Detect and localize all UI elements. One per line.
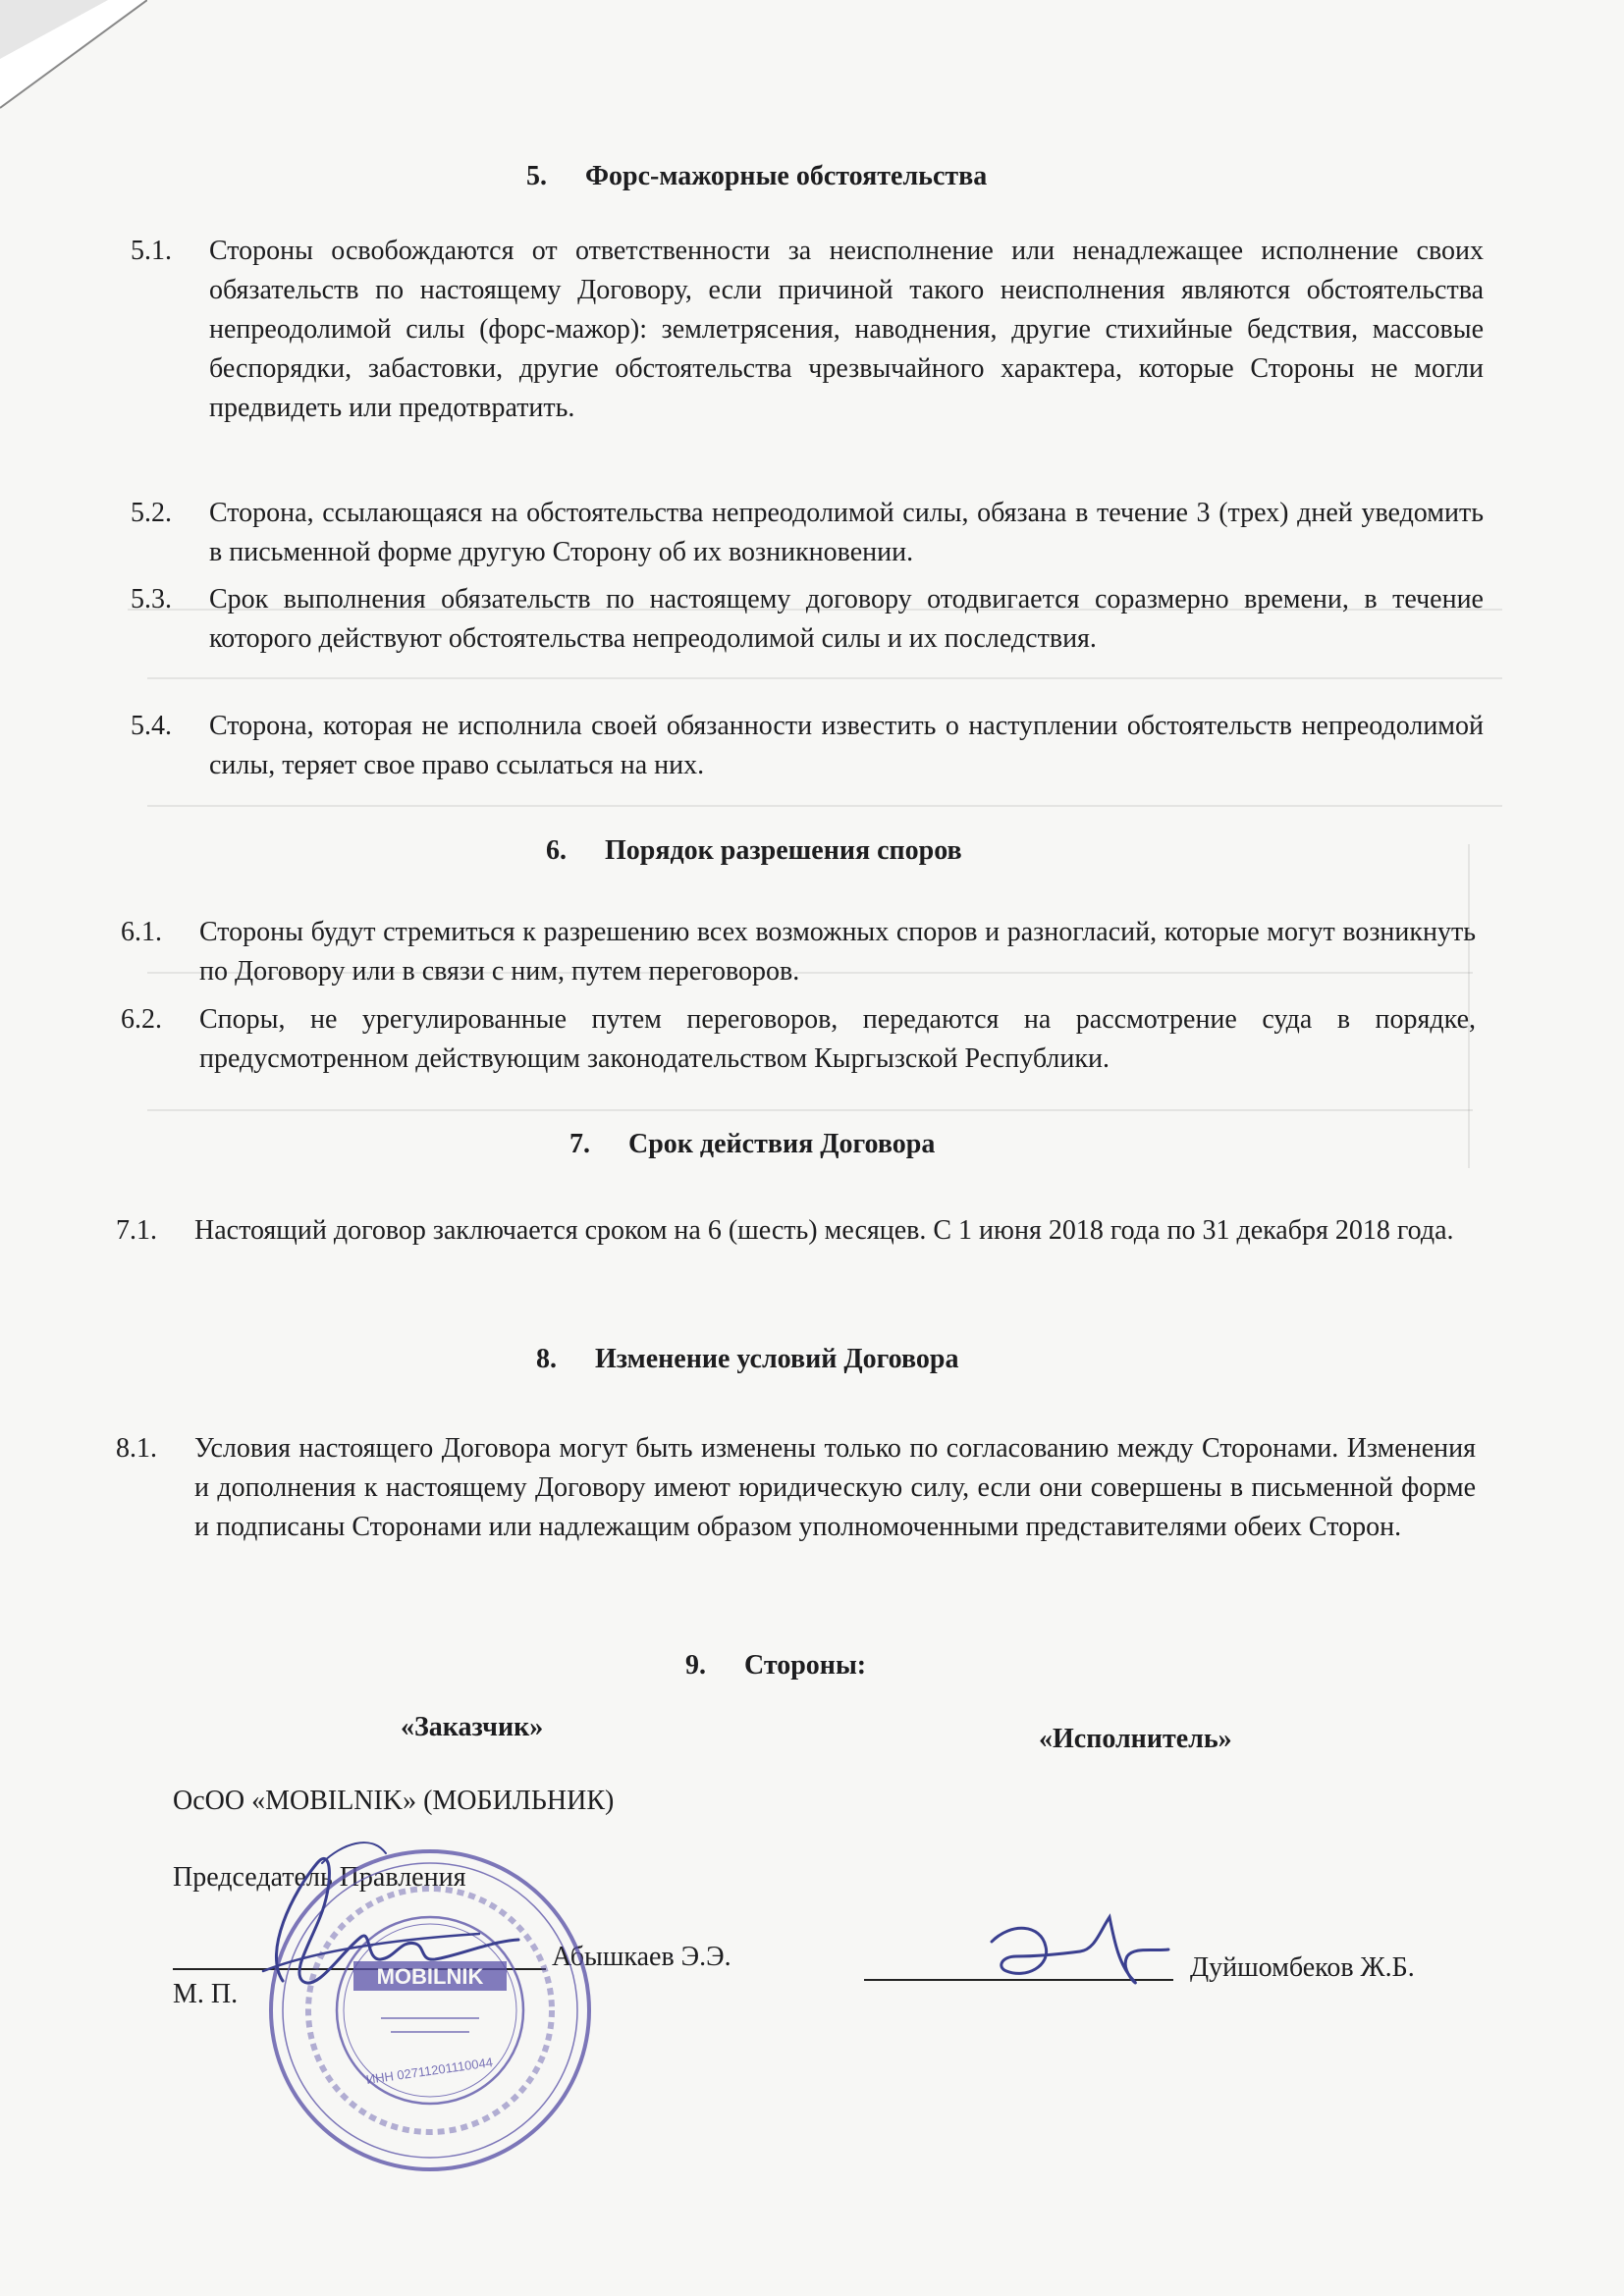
customer-signature bbox=[224, 1824, 548, 2010]
clause-text: Сторона, ссылающаяся на обстоятельства непреодолимой силы, обязана в течение 3 (трех) дней уведомить в письменной форме другую Сторону об их возникновении. bbox=[209, 498, 1484, 567]
section-6-heading bbox=[546, 834, 962, 868]
section-title: Срок действия Договора bbox=[628, 1129, 936, 1159]
clause-number: 5.2. bbox=[131, 498, 172, 528]
clause-5-4 bbox=[131, 707, 1484, 785]
section-number: 6. bbox=[546, 835, 567, 866]
section-7-heading bbox=[569, 1128, 935, 1161]
svg-text:MOBILNIK: MOBILNIK bbox=[376, 1964, 484, 1989]
clause-5-2 bbox=[131, 494, 1484, 572]
contractor-signature bbox=[972, 1902, 1178, 2001]
clause-number: 6.1. bbox=[121, 917, 162, 947]
section-number: 9. bbox=[685, 1650, 706, 1681]
contractor-signatory: Дуйшомбеков Ж.Б. bbox=[1190, 1952, 1415, 1983]
section-title: Изменение условий Договора bbox=[595, 1344, 959, 1374]
clause-6-2 bbox=[121, 1000, 1476, 1079]
scan-corner-fold bbox=[0, 0, 147, 128]
clause-text: Сторона, которая не исполнила своей обязанности известить о наступлении обстоятельств непреодолимой силы, теряет свое право ссылаться на них. bbox=[209, 711, 1484, 780]
svg-text:ИНН 02711201110044: ИНН 02711201110044 bbox=[364, 2055, 494, 2088]
clause-number: 7.1. bbox=[116, 1215, 157, 1246]
section-title: Форс-мажорные обстоятельства bbox=[585, 161, 988, 191]
section-5-heading bbox=[526, 160, 987, 193]
clause-number: 5.1. bbox=[131, 236, 172, 266]
clause-7-1 bbox=[116, 1211, 1476, 1251]
clause-text: Стороны будут стремиться к разрешению всех возможных споров и разногласий, которые могут возникнуть по Договору или в связи с ним, путем переговоров. bbox=[199, 917, 1476, 987]
seal-place-mark: М. П. bbox=[173, 1979, 239, 2009]
customer-signatory: Абышкаев Э.Э. bbox=[552, 1942, 731, 1972]
contractor-label: «Исполнитель» bbox=[1039, 1724, 1232, 1754]
customer-organization: ОсОО «MOBILNIK» (МОБИЛЬНИК) bbox=[173, 1786, 615, 1816]
section-number: 7. bbox=[569, 1129, 590, 1159]
customer-position: Председатель Правления bbox=[173, 1862, 466, 1893]
clause-number: 6.2. bbox=[121, 1004, 162, 1035]
section-number: 5. bbox=[526, 161, 547, 191]
clause-6-1 bbox=[121, 913, 1476, 991]
clause-text: Настоящий договор заключается сроком на 6 (шесть) месяцев. С 1 июня 2018 года по 31 декабря 2018 года. bbox=[194, 1215, 1454, 1246]
bleed-through-line bbox=[147, 1109, 1473, 1111]
clause-text: Условия настоящего Договора могут быть изменены только по согласованию между Сторонами. Изменения и дополнения к настоящему Договору имеют юридическую силу, если они совершены в письменной форме и подписаны Сторонами или надлежащим образом уполномоченными представителями обеих Сторон. bbox=[194, 1433, 1476, 1542]
clause-number: 5.3. bbox=[131, 584, 172, 614]
section-number: 8. bbox=[536, 1344, 557, 1374]
clause-text: Срок выполнения обязательств по настоящему договору отодвигается соразмерно времени, в течение которого действуют обстоятельства непреодолимой силы и их последствия. bbox=[209, 584, 1484, 654]
section-9-heading bbox=[685, 1649, 866, 1682]
clause-text: Стороны освобождаются от ответственности за неисполнение или ненадлежащее исполнение своих обязательств по настоящему Договору, если причиной такого неисполнения являются обстоятельства непреодолимой силы (форс-мажор): землетрясения, наводнения, другие стихийные бедствия, массовые беспорядки, забастовки, другие обстоятельства чрезвычайного характера, которые Стороны не могли предвидеть или предотвратить. bbox=[209, 236, 1484, 423]
clause-8-1 bbox=[116, 1429, 1476, 1547]
clause-5-1 bbox=[131, 232, 1484, 428]
customer-label: «Заказчик» bbox=[401, 1712, 544, 1742]
clause-number: 8.1. bbox=[116, 1433, 157, 1464]
clause-number: 5.4. bbox=[131, 711, 172, 741]
section-title: Порядок разрешения споров bbox=[605, 835, 962, 866]
bleed-through-line bbox=[147, 805, 1502, 807]
section-8-heading bbox=[536, 1343, 958, 1376]
clause-5-3 bbox=[131, 580, 1484, 659]
bleed-through-line bbox=[147, 677, 1502, 679]
section-title: Стороны: bbox=[744, 1650, 867, 1681]
clause-text: Споры, не урегулированные путем переговоров, передаются на рассмотрение суда в порядке, предусмотренном действующим законодательством Кыргызской Республики. bbox=[199, 1004, 1476, 1074]
